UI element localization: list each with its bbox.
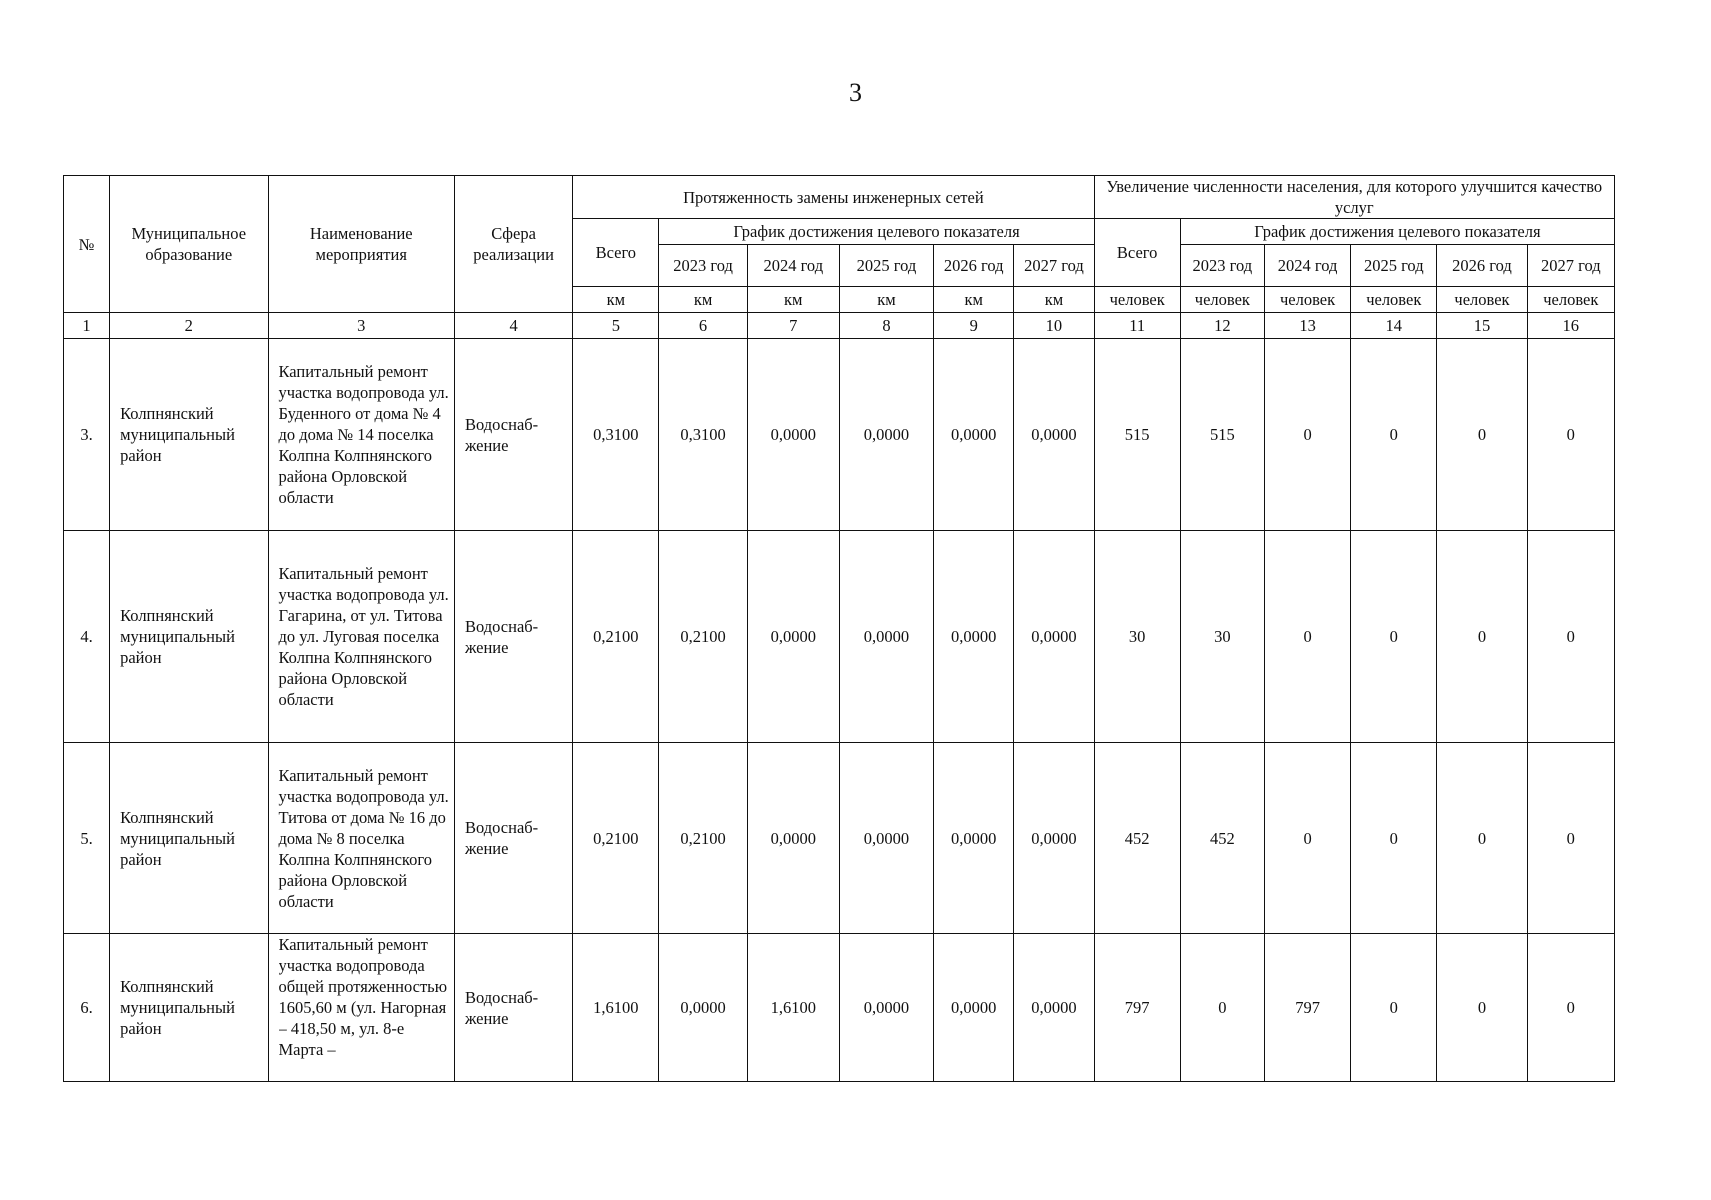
- year-km-2025: 2025 год: [839, 245, 933, 287]
- people-2027: 0: [1527, 743, 1614, 934]
- people-2024: 0: [1264, 339, 1350, 531]
- column-number: 12: [1180, 313, 1264, 339]
- header-municipality: Муниципальное образование: [110, 176, 268, 313]
- unit-people: человек: [1437, 287, 1527, 313]
- column-number: 5: [573, 313, 659, 339]
- year-people-2023: 2023 год: [1180, 245, 1264, 287]
- km-2024: 0,0000: [747, 339, 839, 531]
- sphere-cell: Водоснаб- жение: [454, 339, 572, 531]
- sphere-cell: Водоснаб- жение: [454, 531, 572, 743]
- header-row-1: [64, 176, 1615, 219]
- unit-people: человек: [1351, 287, 1437, 313]
- year-km-2026: 2026 год: [934, 245, 1014, 287]
- year-people-2026: 2026 год: [1437, 245, 1527, 287]
- people-2024: 0: [1264, 743, 1350, 934]
- table-row: [64, 531, 1615, 743]
- column-number: 15: [1437, 313, 1527, 339]
- column-number: 4: [454, 313, 572, 339]
- km-2027: 0,0000: [1014, 743, 1094, 934]
- table-row: [64, 934, 1615, 1082]
- km-2025: 0,0000: [839, 339, 933, 531]
- km-2024: 1,6100: [747, 934, 839, 1082]
- municipality-cell: Колпнянский муниципальный район: [110, 743, 268, 934]
- header-population-group: Увеличение численности населения, для которого улучшится качество услуг: [1094, 176, 1614, 219]
- people-2023: 452: [1180, 743, 1264, 934]
- km-total: 1,6100: [573, 934, 659, 1082]
- unit-people: человек: [1264, 287, 1350, 313]
- header-total-people: Всего: [1094, 219, 1180, 287]
- people-2025: 0: [1351, 934, 1437, 1082]
- km-total: 0,2100: [573, 743, 659, 934]
- header-schedule-km: График достижения целевого показателя: [659, 219, 1094, 245]
- km-2023: 0,3100: [659, 339, 747, 531]
- sphere-cell: Водоснаб- жение: [454, 743, 572, 934]
- km-2026: 0,0000: [934, 531, 1014, 743]
- unit-km: км: [1014, 287, 1094, 313]
- header-schedule-people: График достижения целевого показателя: [1180, 219, 1614, 245]
- km-2026: 0,0000: [934, 743, 1014, 934]
- header-total-km: Всего: [573, 219, 659, 287]
- km-total: 0,3100: [573, 339, 659, 531]
- event-text: Капитальный ремонт участка водопровода общей протяженностью 1605,60 м (ул. Нагорная – 418,50 м, ул. 8-е Марта –: [278, 935, 448, 1059]
- unit-km: км: [934, 287, 1014, 313]
- header-event: Наименование мероприятия: [268, 176, 454, 313]
- km-2025: 0,0000: [839, 934, 933, 1082]
- sphere-cell: Водоснаб- жение: [454, 934, 572, 1082]
- unit-people: человек: [1180, 287, 1264, 313]
- header-no: №: [64, 176, 110, 313]
- year-km-2027: 2027 год: [1014, 245, 1094, 287]
- unit-km: км: [747, 287, 839, 313]
- unit-km: км: [839, 287, 933, 313]
- unit-people: человек: [1527, 287, 1614, 313]
- event-cell: Капитальный ремонт участка водопровода ул. Титова от дома № 16 до дома № 8 поселка Колпна Колпнянского района Орловской области: [268, 743, 454, 934]
- column-number: 6: [659, 313, 747, 339]
- km-2027: 0,0000: [1014, 531, 1094, 743]
- km-2024: 0,0000: [747, 531, 839, 743]
- column-number: 1: [64, 313, 110, 339]
- column-number: 16: [1527, 313, 1614, 339]
- km-2027: 0,0000: [1014, 339, 1094, 531]
- column-number: 13: [1264, 313, 1350, 339]
- people-2024: 0: [1264, 531, 1350, 743]
- people-2023: 0: [1180, 934, 1264, 1082]
- column-number: 11: [1094, 313, 1180, 339]
- column-number: 10: [1014, 313, 1094, 339]
- unit-km: км: [573, 287, 659, 313]
- km-2026: 0,0000: [934, 934, 1014, 1082]
- unit-people: человек: [1094, 287, 1180, 313]
- people-total: 30: [1094, 531, 1180, 743]
- people-2027: 0: [1527, 531, 1614, 743]
- row-number: 6.: [64, 934, 110, 1082]
- year-km-2023: 2023 год: [659, 245, 747, 287]
- km-2023: 0,2100: [659, 743, 747, 934]
- data-table: [63, 175, 1615, 1082]
- table-row: [64, 339, 1615, 531]
- year-km-2024: 2024 год: [747, 245, 839, 287]
- event-cell: Капитальный ремонт участка водопровода ул. Буденного от дома № 4 до дома № 14 поселка Колпна Колпнянского района Орловской области: [268, 339, 454, 531]
- km-2025: 0,0000: [839, 531, 933, 743]
- people-2025: 0: [1351, 743, 1437, 934]
- year-people-2025: 2025 год: [1351, 245, 1437, 287]
- column-number: 14: [1351, 313, 1437, 339]
- km-2023: 0,2100: [659, 531, 747, 743]
- event-cell: [268, 934, 454, 1082]
- municipality-cell: Колпнянский муниципальный район: [110, 339, 268, 531]
- year-people-2027: 2027 год: [1527, 245, 1614, 287]
- people-2027: 0: [1527, 934, 1614, 1082]
- municipality-cell: Колпнянский муниципальный район: [110, 934, 268, 1082]
- column-number: 7: [747, 313, 839, 339]
- column-number: 3: [268, 313, 454, 339]
- row-number: 5.: [64, 743, 110, 934]
- header-length-group: Протяженность замены инженерных сетей: [573, 176, 1094, 219]
- column-numbers-row: [64, 313, 1615, 339]
- event-cell: Капитальный ремонт участка водопровода ул. Гагарина, от ул. Титова до ул. Луговая поселка Колпна Колпнянского района Орловской области: [268, 531, 454, 743]
- column-number: 2: [110, 313, 268, 339]
- unit-km: км: [659, 287, 747, 313]
- km-2025: 0,0000: [839, 743, 933, 934]
- km-2023: 0,0000: [659, 934, 747, 1082]
- people-total: 797: [1094, 934, 1180, 1082]
- people-total: 452: [1094, 743, 1180, 934]
- km-2026: 0,0000: [934, 339, 1014, 531]
- people-2026: 0: [1437, 743, 1527, 934]
- header-sphere: Сфера реализации: [454, 176, 572, 313]
- people-2025: 0: [1351, 339, 1437, 531]
- people-2027: 0: [1527, 339, 1614, 531]
- people-2026: 0: [1437, 531, 1527, 743]
- people-2023: 30: [1180, 531, 1264, 743]
- municipality-cell: Колпнянский муниципальный район: [110, 531, 268, 743]
- row-number: 4.: [64, 531, 110, 743]
- people-2026: 0: [1437, 339, 1527, 531]
- people-2024: 797: [1264, 934, 1350, 1082]
- row-number: 3.: [64, 339, 110, 531]
- people-2026: 0: [1437, 934, 1527, 1082]
- people-total: 515: [1094, 339, 1180, 531]
- page-number: 3: [849, 78, 862, 107]
- km-total: 0,2100: [573, 531, 659, 743]
- column-number: 9: [934, 313, 1014, 339]
- km-2027: 0,0000: [1014, 934, 1094, 1082]
- km-2024: 0,0000: [747, 743, 839, 934]
- table-row: [64, 743, 1615, 934]
- year-people-2024: 2024 год: [1264, 245, 1350, 287]
- people-2025: 0: [1351, 531, 1437, 743]
- column-number: 8: [839, 313, 933, 339]
- people-2023: 515: [1180, 339, 1264, 531]
